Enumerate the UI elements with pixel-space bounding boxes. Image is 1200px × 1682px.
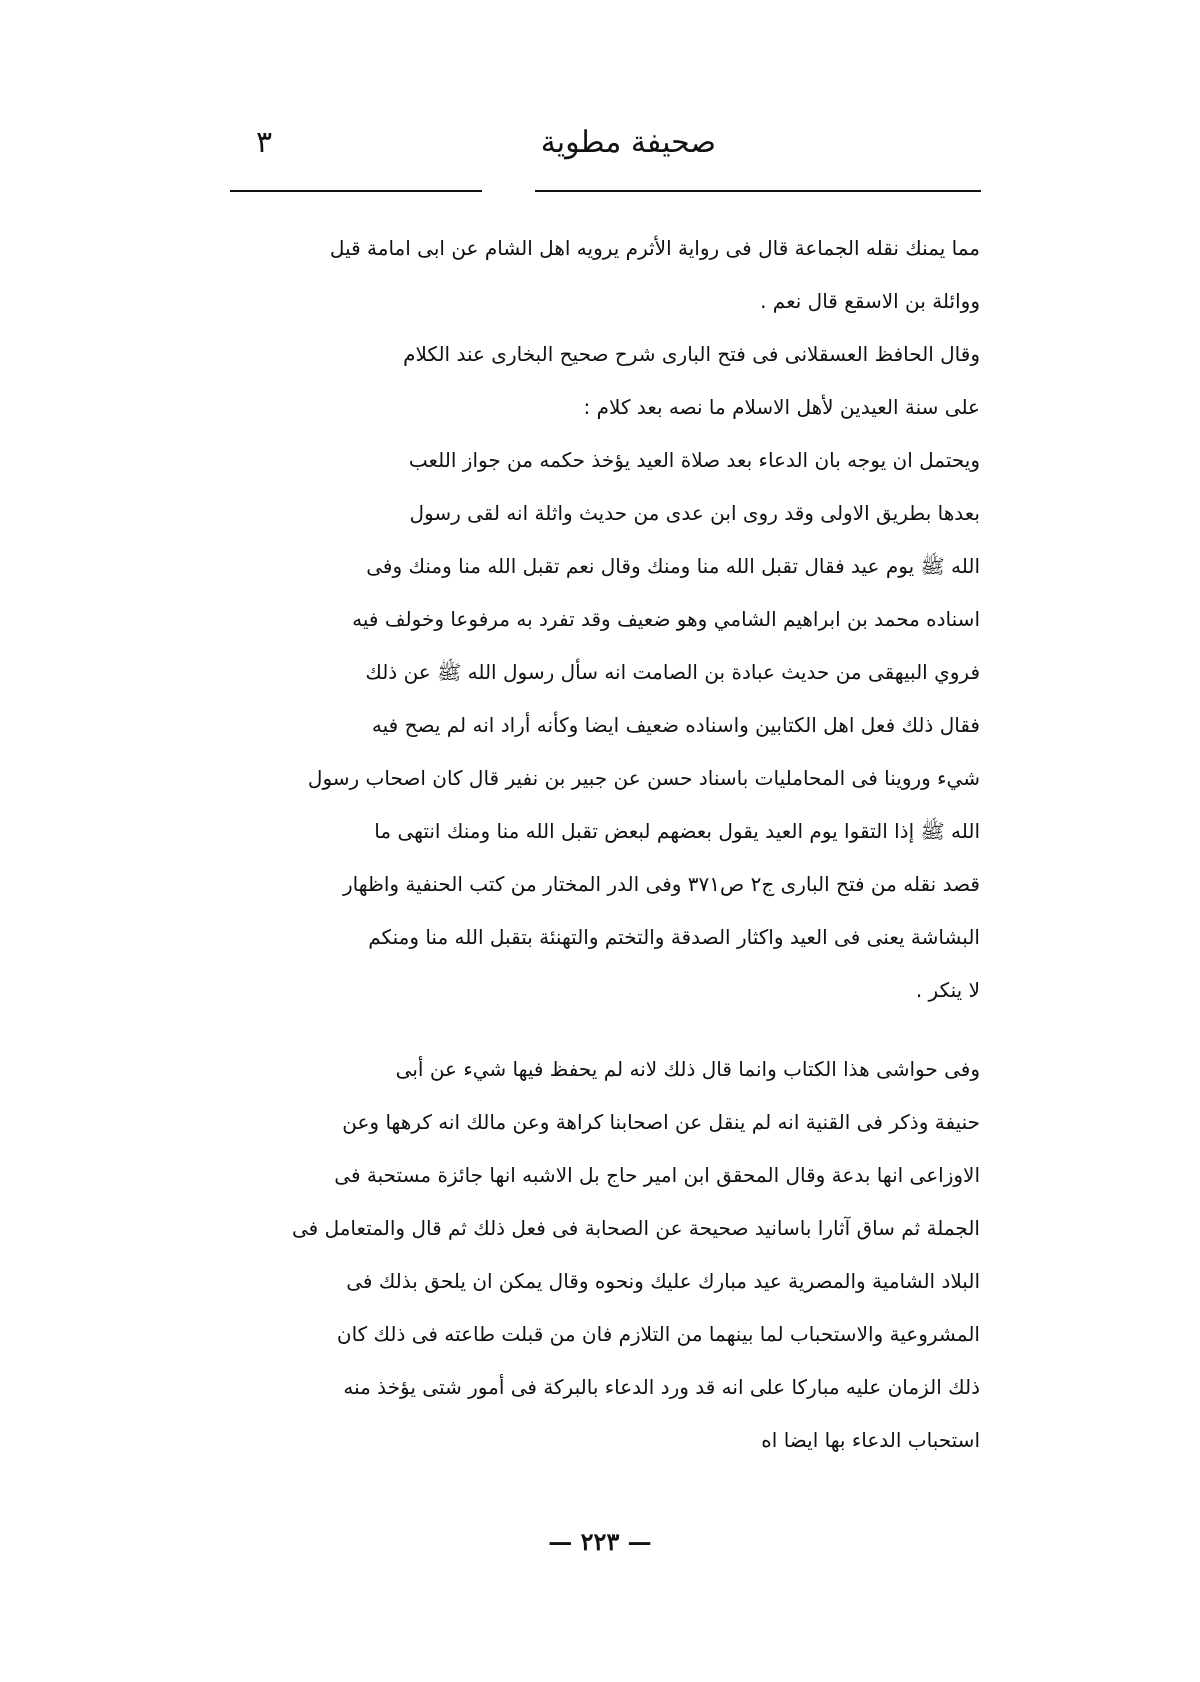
text-line: البشاشة يعنى فى العيد واكثار الصدقة والتختم والتهنئة بتقبل الله منا ومنكم [368, 925, 980, 949]
paragraph-3 [225, 434, 980, 1017]
header-rule-left [230, 190, 482, 192]
paragraph-1 [225, 222, 980, 328]
text-line: فقال ذلك فعل اهل الكتابين واسناده ضعيف ايضا وكأنه أراد انه لم يصح فيه [371, 713, 980, 737]
text-line: حنيفة وذكر فى القنية انه لم ينقل عن اصحابنا كراهة وعن مالك انه كرهها وعن [342, 1110, 980, 1134]
text-line: وقال الحافظ العسقلانى فى فتح البارى شرح صحيح البخارى عند الكلام [403, 342, 980, 366]
text-line: اسناده محمد بن ابراهيم الشامي وهو ضعيف وقد تفرد به مرفوعا وخولف فيه [352, 607, 980, 631]
text-line: البلاد الشامية والمصرية عيد مبارك عليك ونحوه وقال يمكن ان يلحق بذلك فى [346, 1269, 980, 1293]
text-line: وفى حواشى هذا الكتاب وانما قال ذلك لانه لم يحفظ فيها شيء عن أبى [395, 1057, 980, 1081]
text-line: الاوزاعى انها بدعة وقال المحقق ابن امير حاج بل الاشبه انها جائزة مستحبة فى [334, 1163, 980, 1187]
paragraph-4 [225, 1043, 980, 1467]
text-line: الجملة ثم ساق آثارا باسانيد صحيحة عن الصحابة فى فعل ذلك ثم قال والمتعامل فى [291, 1216, 980, 1240]
text-line: مما يمنك نقله الجماعة قال فى رواية الأثرم يرويه اهل الشام عن ابى امامة قيل [329, 236, 980, 260]
text-line: ويحتمل ان يوجه بان الدعاء بعد صلاة العيد يؤخذ حكمه من جواز اللعب [408, 448, 980, 472]
text-line: ذلك الزمان عليه مباركا على انه قد ورد الدعاء بالبركة فى أمور شتى يؤخذ منه [343, 1375, 980, 1399]
text-line: بعدها بطريق الاولى وقد روى ابن عدى من حديث واثلة انه لقى رسول [409, 501, 980, 525]
text-line: قصد نقله من فتح البارى ج٢ ص٣٧١ وفى الدر المختار من كتب الحنفية واظهار [342, 872, 980, 896]
paragraph-gap [225, 1017, 980, 1043]
text-line: الله ﷺ إذا التقوا يوم العيد يقول بعضهم لبعض تقبل الله منا ومنك انتهى ما [374, 819, 980, 843]
text-line: على سنة العيدين لأهل الاسلام ما نصه بعد كلام : [583, 395, 980, 419]
header-page-number: ٣ [256, 125, 273, 160]
running-header [250, 118, 978, 168]
text-line: استحباب الدعاء بها ايضا اه [761, 1428, 980, 1452]
body-text [225, 222, 980, 1467]
text-line: لا ينكر . [915, 978, 980, 1002]
text-line: الله ﷺ يوم عيد فقال تقبل الله منا ومنك وقال نعم تقبل الله منا ومنك وفى [366, 554, 980, 578]
header-rule-right [535, 190, 981, 192]
footer-page-number: — ٢٢٣ — [548, 1527, 652, 1556]
text-line: المشروعية والاستحباب لما بينهما من التلازم فان من قبلت طاعته فى ذلك كان [336, 1322, 980, 1346]
text-line: شيء وروينا فى المحامليات باسناد حسن عن جبير بن نفير قال كان اصحاب رسول [307, 766, 980, 790]
paragraph-2 [225, 328, 980, 434]
running-title: صحيفة مطوية [540, 125, 716, 160]
text-line: ووائلة بن الاسقع قال نعم . [760, 289, 980, 313]
text-line: فروي البيهقى من حديث عبادة بن الصامت انه سأل رسول الله ﷺ عن ذلك [365, 660, 980, 684]
